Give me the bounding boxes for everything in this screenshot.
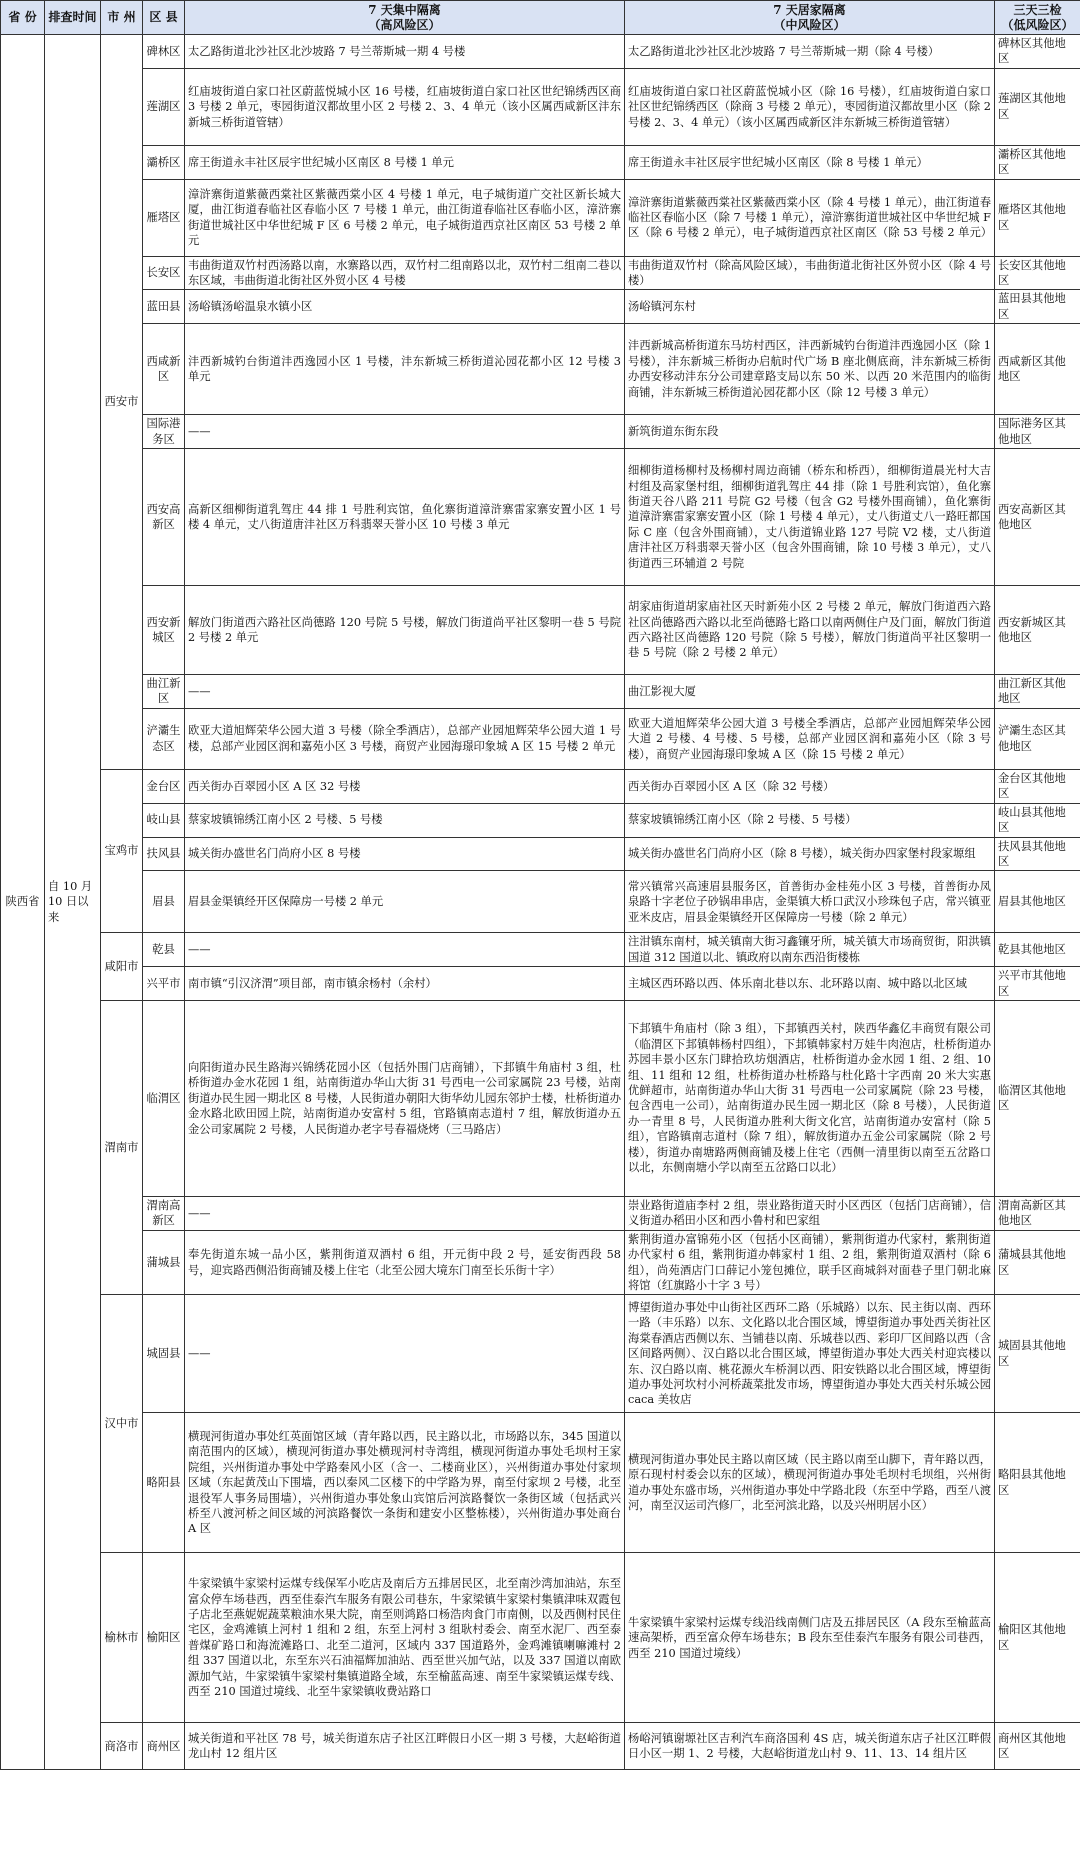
table-row [1,415,1080,449]
low-risk-cell: 临渭区其他地区 [995,1000,1080,1196]
table-row [1,1413,1080,1553]
high-risk-cell: 牛家梁镇牛家梁村运煤专线保军小吃店及南后方五排居民区，北至南沙湾加油站，东至富众停车场巷西，西至佳泰汽车服务有限公司巷东，牛家梁镇牛家梁村集镇津味双霞包子店北至燕妮妮蔬菜粮油水果大院，南至则鸿路口杨浩肉食门市南侧，以及西侧村民住宅区，金鸡滩镇上河村 1 组和 2 组，东至上河村 3 组耿村委会、南至水泥厂、西至泰普煤矿路口和海流滩路口、北至二道河，区域内 337 国道路外，金鸡滩镇喇嘛滩村 2 组 337 国道以北，东至东兴石油福辉加油站、西至世兴加气站，以及 337 国道以南欧源加气站，牛家梁镇牛家梁村集镇道路全域，东至榆蓝高速、南至牛家梁镇运煤专线、西至 210 国道过境线、北至牛家梁镇收费站路口 [185,1553,625,1723]
district-cell: 灞桥区 [143,145,185,179]
table-row [1,256,1080,290]
district-cell: 金台区 [143,769,185,803]
city-cell: 商洛市 [101,1723,143,1770]
high-risk-cell: —— [185,1196,625,1230]
district-cell: 乾县 [143,933,185,967]
low-risk-cell: 岐山县其他地区 [995,803,1080,837]
mid-risk-cell: 注泔镇东南村，城关镇南大街习鑫镶牙所，城关镇大市场商贸街，阳洪镇国道 312 国道以北、镇政府以南东西沿街楼栋 [625,933,995,967]
high-risk-cell: 横现河街道办事处红英面馆区域（青年路以西，民主路以北，市场路以东，345 国道以南范围内的区域），横现河街道办事处横现河村寺湾组，横现河街道办事处毛坝村王家院组，兴州街道办事处中学路秦风小区（含一、二楼商业区），兴州街道办事处付家坝区域（东起黄茂山下围墙，西以秦风二区楼下的中学路为界，南至付家坝 2 号楼，北至退役军人事务局围墙），兴州街道办事处象山宾馆后河滨路餐饮一条街区域（包括武兴桥至八渡河桥之间区域的河滨路餐饮一条街和建安小区整栋楼），兴州街道办事处商台 A 区 [185,1413,625,1553]
table-row [1,837,1080,871]
mid-risk-cell: 紫荆街道办富锦苑小区（包括小区商铺），紫荆街道办代家村，紫荆街道办代家村 6 组，紫荆街道办韩家村 1 组、2 组，紫荆街道双酒村（除 6 组），尚苑酒店门口薛记小笼包摊位，联手区商城斜对面巷子里门朝北麻将馆（红旗路小十字 3 号） [625,1230,995,1295]
district-cell: 扶风县 [143,837,185,871]
high-risk-cell: 南市镇“引汉济渭”项目部，南市镇余杨村（余村） [185,967,625,1001]
province-cell: 陕西省 [1,35,45,1770]
mid-risk-cell: 太乙路街道北沙社区北沙坡路 7 号兰蒂斯城一期（除 4 号楼） [625,35,995,69]
high-risk-cell: 太乙路街道北沙社区北沙坡路 7 号兰蒂斯城一期 4 号楼 [185,35,625,69]
district-cell: 蒲城县 [143,1230,185,1295]
low-risk-cell: 扶风县其他地区 [995,837,1080,871]
table-row [1,803,1080,837]
district-cell: 浐灞生态区 [143,708,185,769]
mid-risk-cell: 常兴镇常兴高速眉县服务区，首善街办金桂苑小区 3 号楼，首善街办凤泉路十字老位子砂锅串串店，金渠镇大桥口武汉小珍珠包子店，常兴镇亚亚米皮店，眉县金渠镇经开区保障房一号楼（除 2 单元） [625,871,995,933]
city-cell: 汉中市 [101,1295,143,1553]
low-risk-cell: 商州区其他地区 [995,1723,1080,1770]
district-cell: 兴平市 [143,967,185,1001]
header-low-risk: 三天三检 （低风险区） [995,1,1080,35]
high-risk-cell: 漳浒寨街道紫薇西棠社区紫薇西棠小区 4 号楼 1 单元，电子城街道广交社区新长城大厦，曲江街道春临社区春临小区 7 号楼 1 单元，曲江街道春临社区春临小区，漳浒寨街道世城社区中华世纪城 F 区 6 号楼 2 单元，电子城街道西京社区南区 53 号楼 2 单元 [185,179,625,256]
low-risk-cell: 城固县其他地区 [995,1295,1080,1413]
district-cell: 略阳县 [143,1413,185,1553]
table-row [1,68,1080,145]
district-cell: 莲湖区 [143,68,185,145]
low-risk-cell: 渭南高新区其他地区 [995,1196,1080,1230]
district-cell: 渭南高新区 [143,1196,185,1230]
high-risk-cell: 韦曲街道双竹村西汤路以南，水寨路以西，双竹村二组南路以北，双竹村二组南二巷以东区域，韦曲街道北街社区外贸小区 4 号楼 [185,256,625,290]
city-cell: 榆林市 [101,1553,143,1723]
district-cell: 榆阳区 [143,1553,185,1723]
city-cell: 宝鸡市 [101,769,143,932]
high-risk-cell: 欧亚大道旭辉荣华公园大道 3 号楼（除全季酒店），总部产业园旭辉荣华公园大道 1 号楼，总部产业园区润和嘉苑小区 3 号楼，商贸产业园海璟印象城 A 区 15 号楼 2 单元 [185,708,625,769]
mid-risk-cell: 沣西新城高桥街道东马坊村西区，沣西新城钓台街道沣西逸园小区（除 1 号楼），沣东新城三桥街办启航时代广场 B 座北侧底商，沣东新城三桥街办西安移动沣东分公司建章路支局以东 50 米、以西 20 米范围内的临街商铺，沣东新城三桥街道沁园花都小区（除 12 号楼 3 单元） [625,324,995,415]
table-row [1,675,1080,709]
mid-risk-cell: 崇业路街道庙李村 2 组，崇业路街道天时小区西区（包括门店商铺），信义街道办稻田小区和西小鲁村和巴家组 [625,1196,995,1230]
table-row [1,35,1080,69]
city-cell: 咸阳市 [101,933,143,1001]
district-cell: 商州区 [143,1723,185,1770]
low-risk-cell: 西安高新区其他地区 [995,449,1080,586]
low-risk-cell: 西咸新区其他地区 [995,324,1080,415]
mid-risk-cell: 漳浒寨街道紫薇西棠社区紫薇西棠小区（除 4 号楼 1 单元），曲江街道春临社区春临小区（除 7 号楼 1 单元），漳浒寨街道世城社区中华世纪城 F 区（除 6 号楼 2 单元），电子城街道西京社区南区（除 53 号楼 2 单元） [625,179,995,256]
header-district: 区 县 [143,1,185,35]
mid-risk-cell: 杨峪河镇谢塬社区吉利汽车商洛国利 4S 店，城关街道东店子社区江畔假日小区一期 1、2 号楼，大赵峪街道龙山村 9、11、13、14 组片区 [625,1723,995,1770]
high-risk-cell: 高新区细柳街道乳驾庄 44 排 1 号胜利宾馆，鱼化寨街道漳浒寨雷家寨安置小区 1 号楼 4 单元，丈八街道唐沣社区万科翡翠天誉小区 10 号楼 3 单元 [185,449,625,586]
district-cell: 岐山县 [143,803,185,837]
table-row [1,933,1080,967]
low-risk-cell: 雁塔区其他地区 [995,179,1080,256]
high-risk-cell: 城关街道和平社区 78 号，城关街道东店子社区江畔假日小区一期 3 号楼，大赵峪街道龙山村 12 组片区 [185,1723,625,1770]
table-row [1,708,1080,769]
city-cell: 渭南市 [101,1000,143,1294]
district-cell: 临渭区 [143,1000,185,1196]
low-risk-cell: 乾县其他地区 [995,933,1080,967]
mid-risk-cell: 主城区西环路以西、体乐南北巷以东、北环路以南、城中路以北区域 [625,967,995,1001]
district-cell: 曲江新区 [143,675,185,709]
high-risk-cell: 眉县金渠镇经开区保障房一号楼 2 单元 [185,871,625,933]
high-risk-cell: 蔡家坡镇锦绣江南小区 2 号楼、5 号楼 [185,803,625,837]
mid-risk-cell: 欧亚大道旭辉荣华公园大道 3 号楼全季酒店，总部产业园旭辉荣华公园大道 2 号楼、4 号楼、5 号楼，总部产业园区润和嘉苑小区（除 3 号楼），商贸产业园海璟印象城 A 区（除 15 号楼 2 单元） [625,708,995,769]
header-time: 排查时间 [45,1,101,35]
high-risk-cell: 西关街办百翠园小区 A 区 32 号楼 [185,769,625,803]
mid-risk-cell: 西关街办百翠园小区 A 区（除 32 号楼） [625,769,995,803]
high-risk-cell: 沣西新城钓台街道沣西逸园小区 1 号楼，沣东新城三桥街道沁园花都小区 12 号楼 3 单元 [185,324,625,415]
district-cell: 眉县 [143,871,185,933]
high-risk-cell: —— [185,675,625,709]
mid-risk-cell: 博望街道办事处中山街社区西环二路（乐城路）以东、民主街以南、西环一路（丰乐路）以东、文化路以北合围区域，博望街道办事处西关街社区海棠春酒店西侧以东、当铺巷以南、乐城巷以西、彩印厂区间路以西（含区间路两侧）、汉白路以北合围区域，博望街道办事处大西关村迎宾楼以东、汉白路以南、桃花源火车桥洞以西、阳安铁路以北合围区域，博望街道办事处河坎村小河桥蔬菜批发市场，博望街道办事处大西关村乐城公园 caca 美妆店 [625,1295,995,1413]
mid-risk-cell: 红庙坡街道白家口社区蔚蓝悦城小区（除 16 号楼），红庙坡街道白家口社区世纪锦绣西区（除商 3 号楼 2 单元），枣园街道汉都故里小区（除 2 号楼 2、3、4 单元）（该小区属西咸新区沣东新城三桥街道管辖） [625,68,995,145]
district-cell: 西咸新区 [143,324,185,415]
mid-risk-cell: 横现河街道办事处民主路以南区域（民主路以南至山脚下，青年路以西，原石现村村委会以东的区域），横现河街道办事处毛坝村毛坝组，兴州街道办事处东盛市场，兴州街道办事处中学路北段（东至中学路，西至八渡河，南至汉运司汽修厂，北至河滨北路，以及兴州明居小区） [625,1413,995,1553]
low-risk-cell: 长安区其他地区 [995,256,1080,290]
mid-risk-cell: 蔡家坡镇锦绣江南小区（除 2 号楼、5 号楼） [625,803,995,837]
table-row [1,871,1080,933]
low-risk-cell: 碑林区其他地区 [995,35,1080,69]
table-row [1,1000,1080,1196]
table-row [1,967,1080,1001]
header-province: 省 份 [1,1,45,35]
time-cell: 自 10 月 10 日以来 [45,35,101,1770]
low-risk-cell: 曲江新区其他地区 [995,675,1080,709]
table-row [1,145,1080,179]
table-row [1,586,1080,675]
table-row [1,449,1080,586]
table-row [1,179,1080,256]
table-row [1,290,1080,324]
mid-risk-cell: 汤峪镇河东村 [625,290,995,324]
table-row [1,324,1080,415]
district-cell: 西安新城区 [143,586,185,675]
table-header-row [1,1,1080,35]
low-risk-cell: 莲湖区其他地区 [995,68,1080,145]
high-risk-cell: 向阳街道办民生路海兴锦绣花园小区（包括外围门店商铺），下邽镇牛角庙村 3 组，杜桥街道办金水花园 1 组，站南街道办华山大街 31 号西电一公司家属院 23 号楼，站南街道办民生园一期北区 8 号楼，人民街道办朝阳大街华幼儿园东邻护士楼，杜桥街道办金水路北欧田园上院，站南街道办安富村 5 组，官路镇南志道村 7 组，解放街道办五金公司家属院 2 号楼，人民街道办老字号春福烧烤（三马路店） [185,1000,625,1196]
low-risk-cell: 金台区其他地区 [995,769,1080,803]
high-risk-cell: 席王街道永丰社区辰宇世纪城小区南区 8 号楼 1 单元 [185,145,625,179]
mid-risk-cell: 下邽镇牛角庙村（除 3 组），下邽镇西关村，陕西华鑫亿丰商贸有限公司（临渭区下邽镇韩杨村四组），下邽镇韩家村万娃牛肉泡店，杜桥街道办苏园丰景小区东门肆拾玖坊烟酒店，杜桥街道办金水园 1 组、2 组、10 组、11 组和 12 组，杜桥街道办杜桥路与杜化路十字西南 20 米大实惠优鲜超市，站南街道办华山大街 31 号西电一公司家属院（除 23 号楼，包含西电一公司），站南街道办民生园一期北区（除 8 号楼），人民街道办一青里 8 号，人民街道办胜利大街文化宫，站南街道办安富村（除 5 组），官路镇南志道村（除 7 组），解放街道办五金公司家属院（除 2 号楼），街道办南塘路两侧商铺及楼上住宅（西侧一清里街以南至五岔路口以北，东侧南塘小学以南至五岔路口以北） [625,1000,995,1196]
high-risk-cell: 奉先街道东城一品小区，紫荆街道双酒村 6 组，开元街中段 2 号，延安街西段 58 号，迎宾路西侧沿街商铺及楼上住宅（北至公园大境东门南至长乐街十字） [185,1230,625,1295]
high-risk-cell: 解放门街道西六路社区尚德路 120 号院 5 号楼，解放门街道尚平社区黎明一巷 5 号院 2 号楼 2 单元 [185,586,625,675]
mid-risk-cell: 牛家梁镇牛家梁村运煤专线沿线南侧门店及五排居民区（A 段东至榆蓝高速高架桥，西至富众停车场巷东；B 段东至佳泰汽车服务有限公司巷西，西至 210 国道过境线） [625,1553,995,1723]
low-risk-cell: 蓝田县其他地区 [995,290,1080,324]
high-risk-cell: 城关街办盛世名门尚府小区 8 号楼 [185,837,625,871]
low-risk-cell: 灞桥区其他地区 [995,145,1080,179]
low-risk-cell: 西安新城区其他地区 [995,586,1080,675]
high-risk-cell: —— [185,933,625,967]
mid-risk-cell: 胡家庙街道胡家庙社区天时新苑小区 2 号楼 2 单元，解放门街道西六路社区尚德路西六路以北至尚德路七路口以南两侧住户及门面，解放门街道西六路社区尚德路 120 号院（除 5 号楼），解放门街道尚平社区黎明一巷 5 号院（除 2 号楼 2 单元） [625,586,995,675]
mid-risk-cell: 席王街道永丰社区辰宇世纪城小区南区（除 8 号楼 1 单元） [625,145,995,179]
city-cell: 西安市 [101,35,143,770]
district-cell: 雁塔区 [143,179,185,256]
low-risk-cell: 浐灞生态区其他地区 [995,708,1080,769]
mid-risk-cell: 城关街办盛世名门尚府小区（除 8 号楼），城关街办四家堡村段家塬组 [625,837,995,871]
low-risk-cell: 国际港务区其他地区 [995,415,1080,449]
table-row [1,769,1080,803]
low-risk-cell: 略阳县其他地区 [995,1413,1080,1553]
low-risk-cell: 兴平市其他地区 [995,967,1080,1001]
district-cell: 城固县 [143,1295,185,1413]
high-risk-cell: 红庙坡街道白家口社区蔚蓝悦城小区 16 号楼，红庙坡街道白家口社区世纪锦绣西区商 3 号楼 2 单元，枣园街道汉都故里小区 2 号楼 2、3、4 单元（该小区属西咸新区沣东新城三桥街道管辖） [185,68,625,145]
district-cell: 西安高新区 [143,449,185,586]
high-risk-cell: —— [185,1295,625,1413]
mid-risk-cell: 新筑街道东街东段 [625,415,995,449]
table-row [1,1553,1080,1723]
district-cell: 碑林区 [143,35,185,69]
district-cell: 长安区 [143,256,185,290]
low-risk-cell: 蒲城县其他地区 [995,1230,1080,1295]
high-risk-cell: 汤峪镇汤峪温泉水镇小区 [185,290,625,324]
header-high-risk: 7 天集中隔离 （高风险区） [185,1,625,35]
low-risk-cell: 榆阳区其他地区 [995,1553,1080,1723]
low-risk-cell: 眉县其他地区 [995,871,1080,933]
table-row [1,1723,1080,1770]
mid-risk-cell: 细柳街道杨柳村及杨柳村周边商铺（桥东和桥西），细柳街道晨光村大吉村组及高家堡村组，细柳街道乳驾庄 44 排（除 1 号胜利宾馆），鱼化寨街道天谷八路 211 号院 G2 号楼（包含 G2 号楼外围商铺），鱼化寨街道漳浒寨雷家寨安置小区（除 1 号楼 4 单元），丈八街道丈八一路旺都国际 C 座（包含外围商铺），丈八街道锦业路 127 号院 V2 楼，丈八街道唐沣社区万科翡翠天誉小区（包含外围商铺，除 10 号楼 3 单元），丈八街道西三环辅道 2 号院 [625,449,995,586]
table-row [1,1295,1080,1413]
header-mid-risk: 7 天居家隔离 （中风险区） [625,1,995,35]
header-city: 市 州 [101,1,143,35]
mid-risk-cell: 曲江影视大厦 [625,675,995,709]
district-cell: 国际港务区 [143,415,185,449]
table-row [1,1230,1080,1295]
district-cell: 蓝田县 [143,290,185,324]
high-risk-cell: —— [185,415,625,449]
table-row [1,1196,1080,1230]
mid-risk-cell: 韦曲街道双竹村（除高风险区域），韦曲街道北街社区外贸小区（除 4 号楼） [625,256,995,290]
